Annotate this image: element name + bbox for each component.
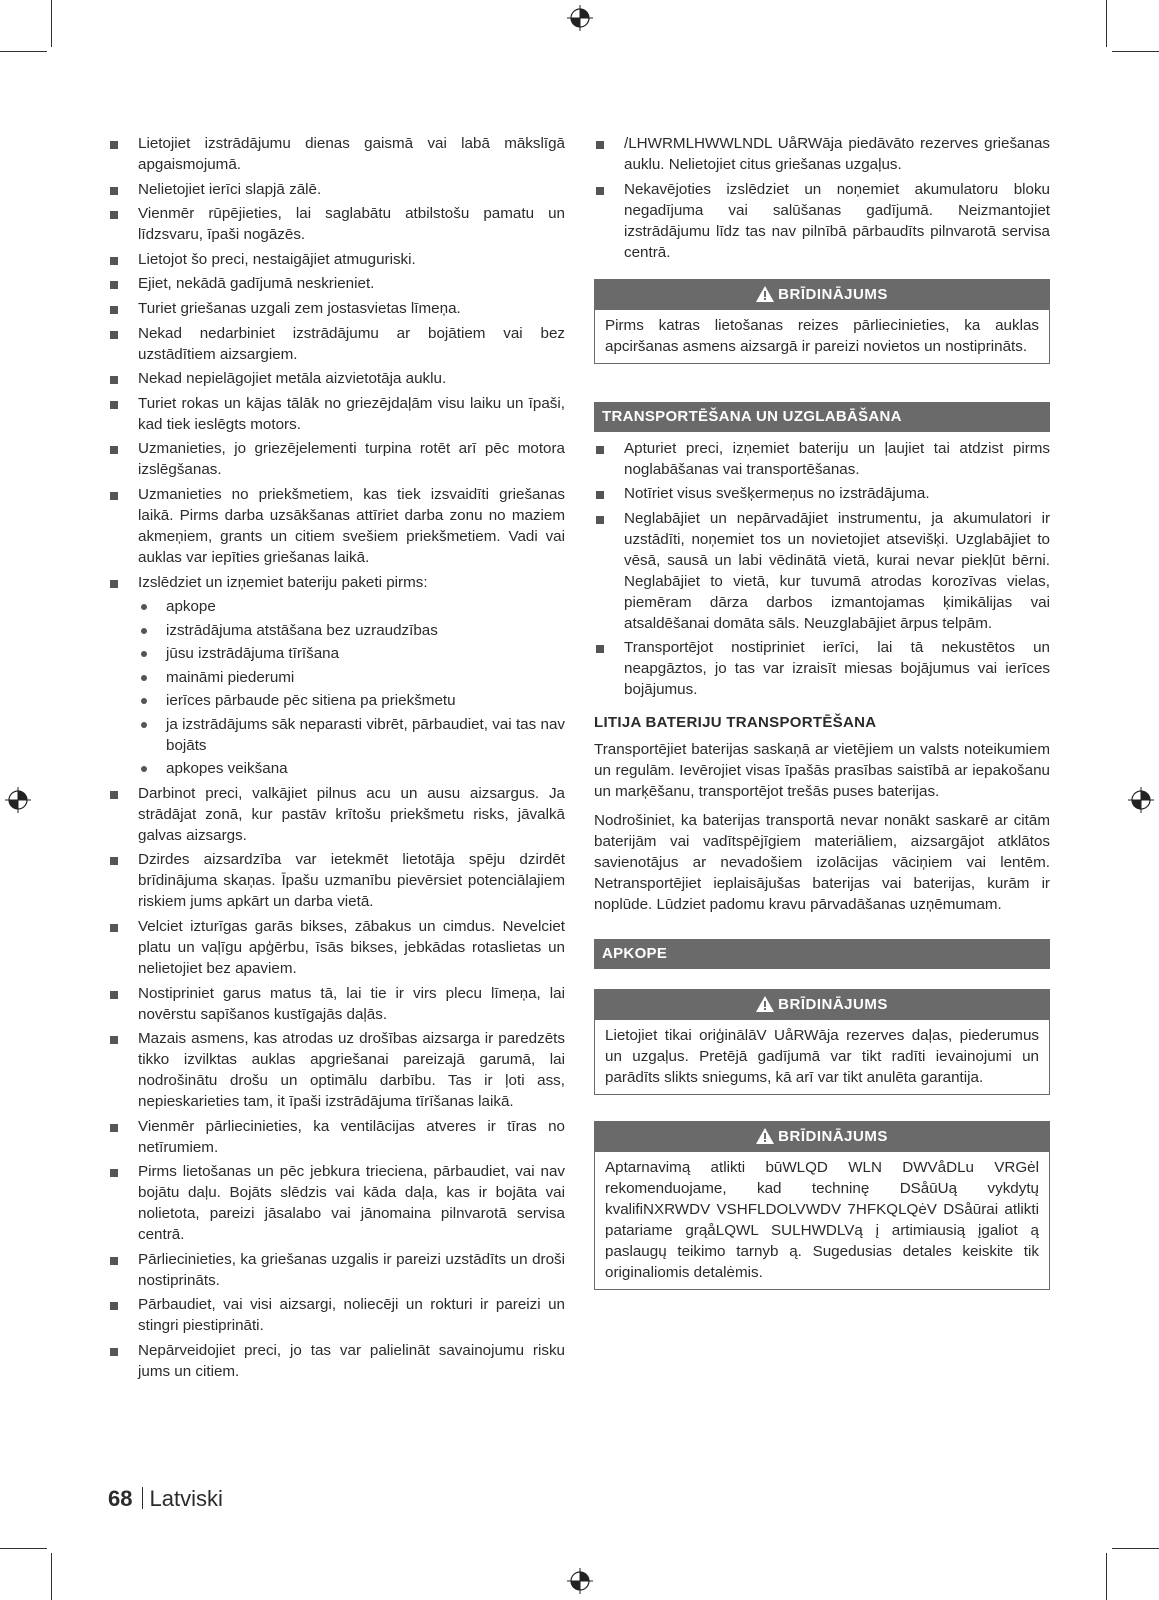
list-item: Pārliecinieties, ka griešanas uzgalis ir pareizi uzstādīts un droši nostiprināts. — [108, 1249, 565, 1291]
list-item: Pirms lietošanas un pēc jebkura trieciena, pārbaudiet, vai nav bojātu daļu. Bojāts slēdzis vai kāda daļa, kas ir bojāta vai nolietota, pareizi jāsalabo vai jānomaina pilnvarotā servisa centrā. — [108, 1161, 565, 1245]
list-item: Transportējot nostipriniet ierīci, lai tā nekustētos un neapgāztos, jo tas var izraisīt miesas bojājumus vai ierīces bojājumus. — [594, 637, 1050, 700]
safety-list-continued — [108, 783, 565, 1382]
warning-triangle-icon — [756, 996, 774, 1012]
list-item: Izslēdziet un izņemiet bateriju paketi pirms: — [108, 572, 565, 593]
registration-mark-icon — [567, 1568, 593, 1594]
crop-mark — [1112, 1548, 1159, 1549]
list-item: Nostipriniet garus matus tā, lai tie ir virs plecu līmeņa, lai novērstu sapīšanos kustīgajās daļās. — [108, 983, 565, 1025]
left-column — [108, 133, 565, 1386]
crop-mark — [51, 1553, 52, 1600]
warning-header — [595, 280, 1049, 310]
paragraph: Transportējiet baterijas saskaņā ar vietējiem un valsts noteikumiem un regulām. Ievērojiet visas īpašās prasības saistībā ar iepakošanu un marķēšanu, transportējot trešās puses baterijas. — [594, 741, 1050, 801]
safety-list — [108, 133, 565, 593]
section-heading-transport: TRANSPORTĒŠANA UN UZGLABĀŠANA — [594, 402, 1050, 432]
crop-mark — [51, 0, 52, 47]
list-item: Vienmēr rūpējieties, lai saglabātu atbilstošu pamatu un līdzsvaru, īpaši nogāzēs. — [108, 203, 565, 245]
list-item: Nekad nepielāgojiet metāla aizvietotāja auklu. — [108, 368, 565, 389]
right-column — [594, 133, 1050, 1290]
warning-triangle-icon — [756, 1128, 774, 1144]
paragraph: Nodrošiniet, ka baterijas transportā nevar nonākt saskarē ar citām baterijām vai vadītspējīgiem materiāliem, aizsargājot atklātos savienotājus ar nevadošiem izolācijas vāciņiem vai lentēm. Netransportējiet ieplaisājušas baterijas vai baterijas, kurām ir noplūde. Lūdziet padomu kravu pārvadāšanas uzņēmumam. — [594, 812, 1050, 914]
list-item: Nekavējoties izslēdziet un noņemiet akumulatoru bloku negadījuma vai salūšanas gadījumā. Neizmantojiet izstrādājumu līdz tas nav pilnībā pārbaudīts pilnvarotā servisa centrā. — [594, 179, 1050, 263]
list-item: Lietojot šo preci, nestaigājiet atmuguriski. — [108, 249, 565, 270]
crop-mark — [0, 1548, 47, 1549]
registration-mark-icon — [567, 5, 593, 31]
list-item: Apturiet preci, izņemiet bateriju un ļaujiet tai atdzist pirms noglabāšanas vai transportēšanas. — [594, 438, 1050, 480]
list-item: Velciet izturīgas garās bikses, zābakus un cimdus. Nevelciet platu un vaļīgu apģērbu, īsās bikses, jebkādas rotaslietas un nelietojiet bez apaviem. — [108, 916, 565, 979]
list-item: Nekad nedarbiniet izstrādājumu ar bojātiem vai bez uzstādītiem aizsargiem. — [108, 323, 565, 365]
crop-mark — [0, 51, 47, 52]
transport-list — [594, 438, 1050, 701]
battery-removal-sublist — [108, 596, 565, 779]
warning-title: BRĪDINĀJUMS — [778, 996, 888, 1014]
crop-mark — [1106, 0, 1107, 47]
sublist-item: maināmi piederumi — [108, 667, 565, 688]
page-footer — [108, 1486, 223, 1512]
warning-header — [595, 1122, 1049, 1152]
sublist-item: ierīces pārbaude pēc sitiena pa priekšmetu — [108, 690, 565, 711]
list-item: Turiet griešanas uzgali zem jostasvietas līmeņa. — [108, 298, 565, 319]
crop-mark — [1106, 1553, 1107, 1600]
list-item: Uzmanieties, jo griezējelementi turpina rotēt arī pēc motora izslēgšanas. — [108, 438, 565, 480]
list-item: Nelietojiet ierīci slapjā zālē. — [108, 179, 565, 200]
section-heading-lithium: LITIJA BATERIJU TRANSPORTĒŠANA — [594, 714, 877, 732]
list-item: Nepārveidojiet preci, jo tas var palielināt savainojumu risku jums un citiem. — [108, 1340, 565, 1382]
sublist-item: apkopes veikšana — [108, 758, 565, 779]
sublist-item: ja izstrādājums sāk neparasti vibrēt, pārbaudiet, vai tas nav bojāts — [108, 714, 565, 756]
page-number: 68 — [108, 1486, 133, 1511]
list-item: Dzirdes aizsardzība var ietekmēt lietotāja spēju dzirdēt brīdinājuma skaņas. Īpašu uzmanību pievērsiet potenciālajiem riskiem jums apkārt un darba vietā. — [108, 849, 565, 912]
warning-title: BRĪDINĀJUMS — [778, 285, 888, 303]
registration-mark-icon — [1128, 787, 1154, 813]
sublist-item: apkope — [108, 596, 565, 617]
list-item: Neglabājiet un nepārvadājiet instrumentu, ja akumulatori ir uzstādīti, noņemiet tos un novietojiet atsevišķi. Uzglabājiet to vēsā, sausā un labi vēdinātā vietā, kurai nevar piekļūt bērni. Neglabājiet to vietā, kur tuvumā atrodas korozīvas vielas, piemēram dārza darbos izmantojamas ķimikālijas vai atsaldēšanai domāta sāls. Neuzglabājiet ārpus telpām. — [594, 508, 1050, 634]
list-item: Lietojiet izstrādājumu dienas gaismā vai labā mākslīgā apgaismojumā. — [108, 133, 565, 175]
list-item: Vienmēr pārliecinieties, ka ventilācijas atveres ir tīras no netīrumiem. — [108, 1116, 565, 1158]
warning-box — [594, 279, 1050, 364]
warning-text: Pirms katras lietošanas reizes pārliecinieties, ka auklas apciršanas asmens aizsargā ir pareizi novietos un nostiprināts. — [605, 316, 1039, 355]
warning-title: BRĪDINĀJUMS — [778, 1128, 888, 1146]
list-item: Mazais asmens, kas atrodas uz drošības aizsarga ir paredzēts tikko izvilktas auklas apgriešanai pareizajā garumā, lai nodrošinātu drošu un optimālu darbību. Tas ir ļoti ass, nepieskarieties tam, it īpaši izstrādājuma tīrīšanas laikā. — [108, 1028, 565, 1112]
list-item: Ejiet, nekādā gadījumā neskrieniet. — [108, 273, 565, 294]
list-item: /LHWRMLHWWLNDL UåRWāja piedāvāto rezerves griešanas auklu. Nelietojiet citus griešanas uzgaļus. — [594, 133, 1050, 175]
sublist-item: izstrādājuma atstāšana bez uzraudzības — [108, 620, 565, 641]
list-item: Notīriet visus svešķermeņus no izstrādājuma. — [594, 483, 1050, 504]
section-heading-maintenance: APKOPE — [594, 939, 1050, 969]
warning-triangle-icon — [756, 286, 774, 302]
crop-mark — [1112, 51, 1159, 52]
sublist-item: jūsu izstrādājuma tīrīšana — [108, 643, 565, 664]
list-item: Darbinot preci, valkājiet pilnus acu un ausu aizsargus. Ja strādājat zonā, kur pastāv krītošu priekšmetu risks, jāvalkā galvas aizsargs. — [108, 783, 565, 846]
warning-text: Aptarnavimą atlikti būWLQD WLN DWVåDLu VRGėl rekomenduojame, kad techninę DSåūUą vykdytų kvalifiNXRWDV VSHFLDOLVWDV 7HFKQLQėV DSåūrai atlikti patariame grąåLQWL SULHWDLVą į artimiausią įgaliot ą paslaugų teikimo tarnyb ą. Sugedusias detales keiskite tik originaliomis detalėmis. — [605, 1159, 1039, 1282]
list-item: Turiet rokas un kājas tālāk no griezējdaļām visu laiku un īpaši, kad tiek ieslēgts motors. — [108, 393, 565, 435]
registration-mark-icon — [5, 787, 31, 813]
footer-divider — [142, 1487, 143, 1509]
warning-box — [594, 1121, 1050, 1290]
warning-box — [594, 989, 1050, 1095]
list-item: Pārbaudiet, vai visi aizsargi, noliecēji un rokturi ir pareizi un stingri piestiprināti. — [108, 1294, 565, 1336]
footer-language: Latviski — [149, 1486, 223, 1511]
safety-list-right — [594, 133, 1050, 263]
warning-text: Lietojiet tikai oriģinālāV UåRWāja rezerves daļas, piederumus un uzgaļus. Pretējā gadījumā var tikt radīti ievainojumi un parādīts slikts sniegums, kā arī var tikt anulēta garantija. — [605, 1027, 1039, 1087]
list-item: Uzmanieties no priekšmetiem, kas tiek izsvaidīti griešanas laikā. Pirms darba uzsākšanas attīriet darba zonu no maziem akmeņiem, grants un citiem svešiem priekšmetiem. Vadi vai auklas var iepīties griešanas laikā. — [108, 484, 565, 568]
warning-header — [595, 990, 1049, 1020]
